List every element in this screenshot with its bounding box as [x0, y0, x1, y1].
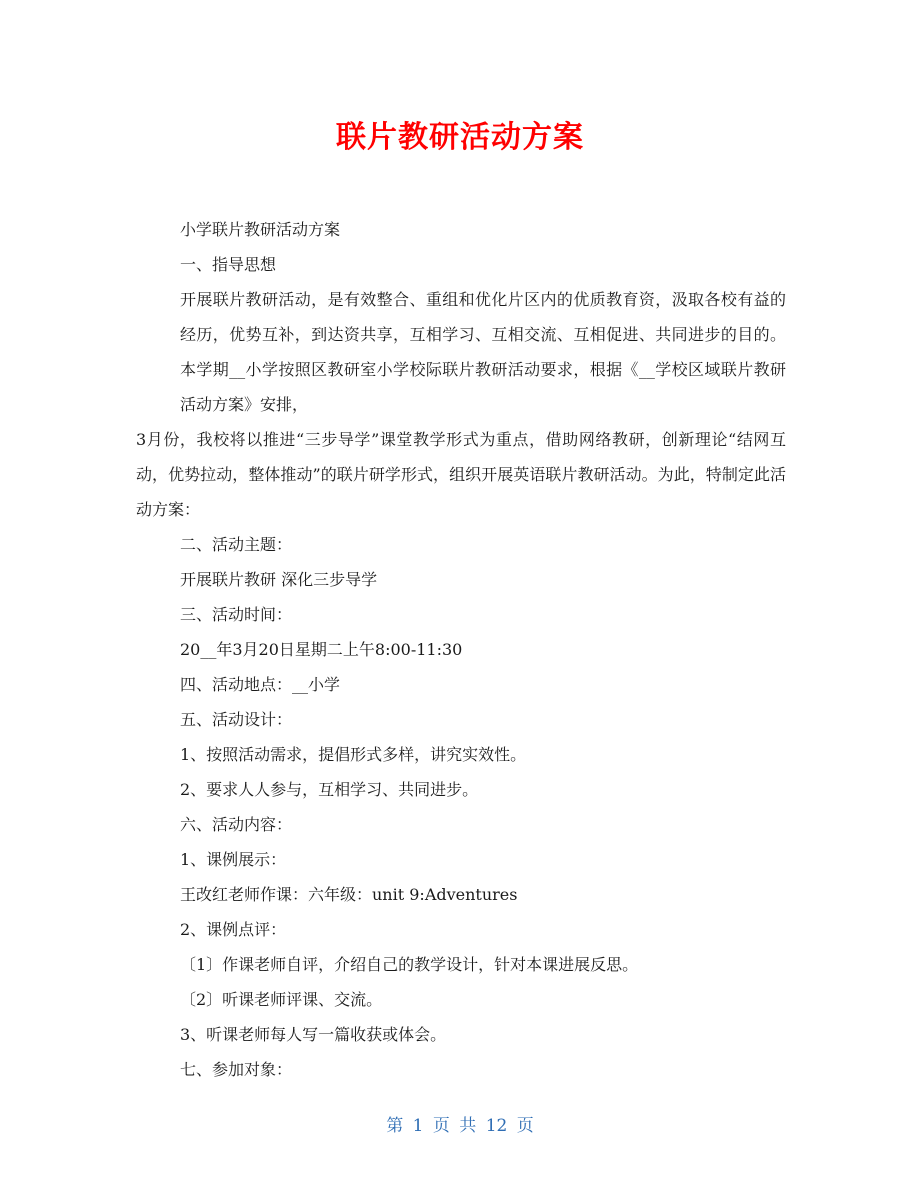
- list-item: 2、要求人人参与，互相学习、共同进步。: [180, 780, 479, 799]
- section-heading: 一、指导思想: [180, 255, 277, 274]
- subtitle-line: 小学联片教研活动方案: [180, 220, 341, 239]
- paragraph: 王改红老师作课：六年级：unit 9:Adventures: [180, 885, 518, 904]
- list-item: 1、课例展示：: [180, 850, 287, 869]
- section-heading: 二、活动主题：: [180, 535, 293, 554]
- page-footer: 第 1 页 共 12 页: [386, 1116, 534, 1136]
- paragraph: 20__年3月20日星期二上午8:00-11:30: [180, 640, 463, 659]
- list-item: 3、听课老师每人写一篇收获或体会。: [180, 1025, 447, 1044]
- list-item: 〔1〕作课老师自评，介绍自己的教学设计，针对本课进展反思。: [180, 955, 639, 974]
- section-heading: 七、参加对象：: [180, 1060, 293, 1079]
- document-body: [136, 212, 786, 1087]
- document-title: 联片教研活动方案: [336, 120, 584, 155]
- section-heading: 四、活动地点：__小学: [180, 675, 341, 694]
- section-heading: 五、活动设计：: [180, 710, 293, 729]
- list-item: 〔2〕听课老师评课、交流。: [180, 990, 383, 1009]
- paragraph: 开展联片教研活动，是有效整合、重组和优化片区内的优质教育资，汲取各校有益的经历，优势互补，到达资共享，互相学习、互相交流、互相促进、共同进步的目的。本学期__小学按照区教研室小学校际联片教研活动要求，根据《__学校区域联片教研活动方案》安排，: [180, 290, 786, 414]
- section-heading: 三、活动时间：: [180, 605, 293, 624]
- list-item: 1、按照活动需求，提倡形式多样，讲究实效性。: [180, 745, 527, 764]
- section-heading: 六、活动内容：: [180, 815, 293, 834]
- list-item: 2、课例点评：: [180, 920, 287, 939]
- paragraph: 3月份，我校将以推进“三步导学”课堂教学形式为重点，借助网络教研，创新理论“结网互动，优势拉动，整体推动”的联片研学形式，组织开展英语联片教研活动。为此，特制定此活动方案：: [136, 430, 786, 519]
- paragraph: 开展联片教研 深化三步导学: [180, 570, 378, 589]
